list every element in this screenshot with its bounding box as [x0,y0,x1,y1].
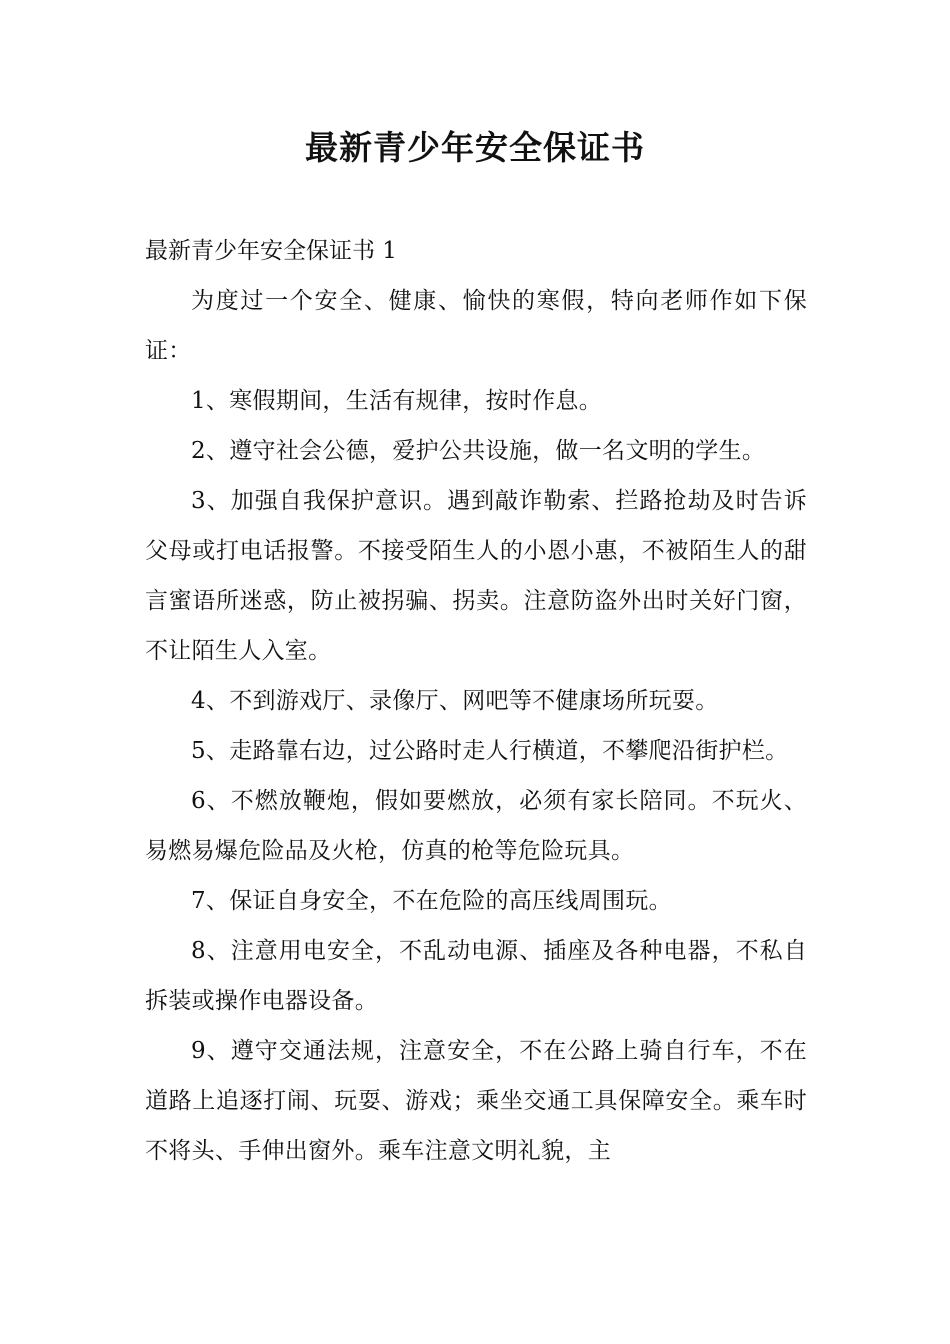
document-title: 最新青少年安全保证书 [305,128,645,167]
pledge-item-4: 4、不到游戏厅、录像厅、网吧等不健康场所玩耍。 [191,688,719,714]
section-subtitle: 最新青少年安全保证书 1 [145,238,397,264]
pledge-item-6: 6、不燃放鞭炮，假如要燃放，必须有家长陪同。不玩火、易燃易爆危险品及火枪，仿真的枪等危险玩具。 [145,788,807,864]
pledge-item-7: 7、保证自身安全，不在危险的高压线周围玩。 [191,888,672,914]
pledge-item-8: 8、注意用电安全，不乱动电源、插座及各种电器，不私自拆装或操作电器设备。 [145,938,807,1014]
document-body [145,226,807,1176]
pledge-item-5: 5、走路靠右边，过公路时走人行横道，不攀爬沿街护栏。 [191,738,789,764]
pledge-item-9: 9、遵守交通法规，注意安全，不在公路上骑自行车，不在道路上追逐打闹、玩耍、游戏；乘坐交通工具保障安全。乘车时不将头、手伸出窗外。乘车注意文明礼貌，主 [145,1038,807,1164]
pledge-item-3: 3、加强自我保护意识。遇到敲诈勒索、拦路抢劫及时告诉父母或打电话报警。不接受陌生人的小恩小惠，不被陌生人的甜言蜜语所迷惑，防止被拐骗、拐卖。注意防盗外出时关好门窗，不让陌生人入室。 [145,488,807,664]
pledge-item-1: 1、寒假期间，生活有规律，按时作息。 [191,388,603,414]
pledge-item-2: 2、遵守社会公德，爱护公共设施，做一名文明的学生。 [191,438,766,464]
intro-paragraph: 为度过一个安全、健康、愉快的寒假，特向老师作如下保证： [145,288,807,364]
